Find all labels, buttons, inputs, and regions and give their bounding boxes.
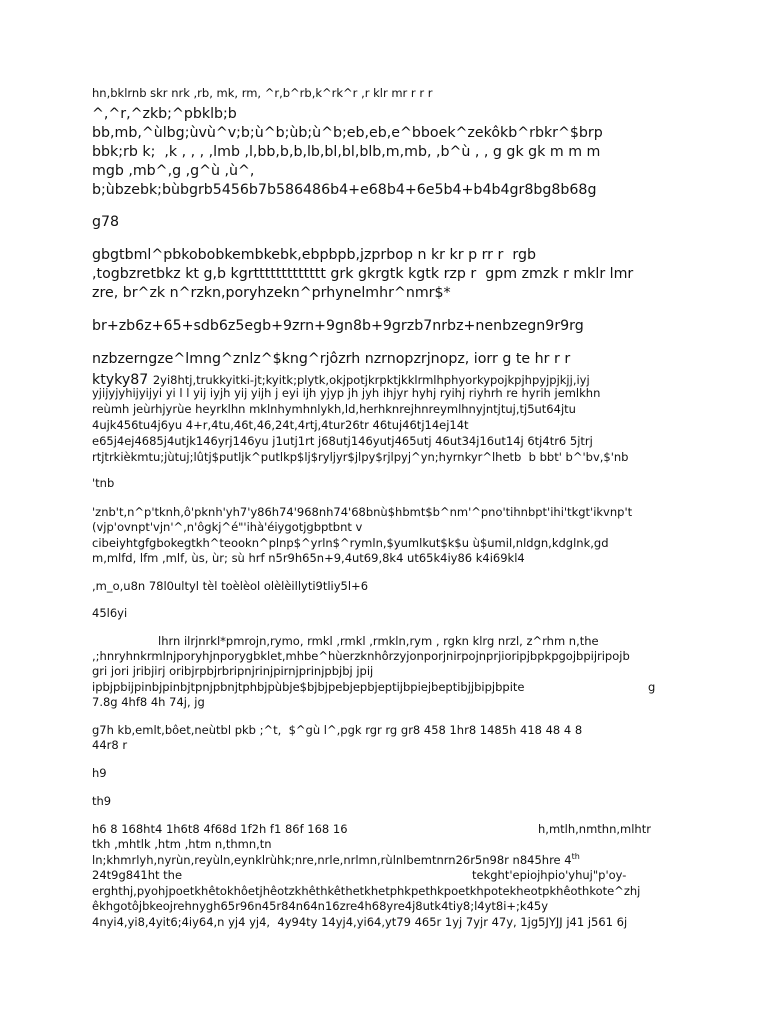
- paragraph-10-line-4: ipbjpbijpinbjpinbjtpnjpbnjtphbjpùbje$bjbjpebjepbjeptijbpiejbeptibjjbipjbpite: [92, 680, 525, 694]
- paragraph-1-line-2: ^,^r,^zkb;^pbklb;b: [92, 106, 237, 122]
- paragraph-5-lead: ktyky87: [92, 372, 153, 388]
- paragraph-1-line-6: b;ùbzebk;bùbgrb5456b7b586486b4+e68b4+6e5b4+b4b4gr8bg8b68g: [92, 182, 597, 198]
- paragraph-1-line-3: bb,mb,^ùlbg;ùvù^v;b;ù^b;ùb;ù^b;eb,eb,e^bboek^zekôkb^rbkr^$brp: [92, 125, 603, 141]
- paragraph-6: 'tnb: [92, 476, 115, 490]
- paragraph-7-line-2: (vjp'ovnpt'vjn'^,n'ôgkj^é"'ihà'éiygotjgbptbnt v: [92, 520, 363, 534]
- paragraph-14-superscript: th: [571, 852, 580, 862]
- paragraph-9: 45l6yi: [92, 606, 128, 620]
- paragraph-1-line-1: hn,bklrnb skr nrk ,rb, mk, rm, ^r,b^rb,k^rk^r ,r klr mr r r r: [92, 86, 433, 100]
- paragraph-11-line-1: g7h kb,emlt,bôet,neùtbl pkb ;^t, $^gù l^,pgk rgr rg gr8 458 1hr8 1485h 418 48 4 8: [92, 723, 583, 737]
- paragraph-1-line-4: bbk;rb k; ,k , , , ,lmb ,l,bb,b,b,lb,bl,bl,blb,m,mb, ,b^ù , , g gk gk m m m: [92, 144, 601, 160]
- paragraph-14-line-2: tkh ,mhtlk ,htm ,htm n,thmn,tn: [92, 837, 272, 851]
- paragraph-3-line-2: ,togbzretbkz kt g,b kgrttttttttttttt grk gkrgtk kgtk rzp r gpm zmzk r mklr lmr: [92, 266, 634, 282]
- paragraph-7-line-3: cibeiyhtgfgbokegtkh^teookn^plnp$^yrln$^rymln,$yumlkut$k$u ù$umil,nldgn,kdglnk,gd: [92, 536, 609, 550]
- paragraph-10-line-3: gri jori jribjirj oribjrpbjrbripnjrinjpirnjprinjpbjbj jpij: [92, 664, 374, 678]
- paragraph-5-tail: 2yi8htj,trukkyitki-jt;kyitk;plytk,okjpotjkrpktjkklrmlhphyorkypojkpjhpyjpjkjj,iyj: [152, 373, 590, 387]
- paragraph-1-line-5: mgb ,mb^,g ,g^ù ,ù^,: [92, 163, 255, 179]
- paragraph-5-line-6: e65j4ej4685j4utjk146yrj146yu j1utj1rt j68utj146yutj465utj 46ut34j16ut14j 6tj4tr6 5jtrj: [92, 434, 593, 448]
- paragraph-3-line-1: gbgtbml^pbkobobkembkebk,ebpbpb,jzprbop n kr kr p rr r rgb: [92, 247, 536, 263]
- paragraph-14-line-7: 4nyi4,yi8,4yit6;4iy64,n yj4 yj4, 4y94ty 14yj4,yi64,yt79 465r 1yj 7yjr 47y, 1jg5JYJJ j41 j561 6j: [92, 915, 628, 929]
- paragraph-11-line-2: 44r8 r: [92, 738, 128, 752]
- paragraph-14-line-1-right: h,mtlh,nmthn,mlhtr: [538, 822, 651, 836]
- paragraph-10-line-1: lhrn ilrjnrkl*pmrojn,rymo, rmkl ,rmkl ,rmkln,rym , rgkn klrg nrzl, z^rhm n,the: [158, 634, 599, 648]
- paragraph-5-line-7: rtjtrkièkmtu;jùtuj;lûtj$putljk^putlkp$lj$ryljyr$jlpy$rjlpyj^yn;hyrnkyr^lhetb b bbt' b^'bv,$'nb: [92, 450, 629, 464]
- paragraph-14-line-1-left: h6 8 168ht4 1h6t8 4f68d 1f2h f1 86f 168 16: [92, 822, 348, 836]
- paragraph-14-line-3: [92, 853, 692, 869]
- paragraph-14-line-4-left: 24t9g841ht the: [92, 868, 183, 882]
- paragraph-5-line-5: 4ujk456tu4j6yu 4+r,4tu,46t,46,24t,4rtj,4tur26tr 46tuj46tj14ej14t: [92, 418, 469, 432]
- paragraph-14-line-4-right: tekght'epiojhpio'yhuj"p'oy-: [472, 868, 627, 882]
- paragraph-5-line-1: nzbzerngze^lmng^znlz^$kng^rjôzrh nzrnopzrjnopz, iorr g te hr r r: [92, 351, 571, 367]
- paragraph-5-line-3: yjijyjyhijyijyi yi l l yij iyjh yij yijh j eyi ijh yjyp jh jyh ihjyr hyhj ryihj riyhrh re hyrih jemlkhn: [92, 386, 601, 400]
- paragraph-14-line-6: êkhgotôjbkeojrehnygh65r96n45r84n64n16zre4h68yre4j8utk4tiy8;l4yt8i+;k45y: [92, 899, 549, 913]
- paragraph-5-line-4: reùmh jeùrhjyrùe heyrklhn mklnhymhnlykh,ld,herhknrejhnreymlhnyjntjtuj,tj5ut64jtu: [92, 402, 576, 416]
- paragraph-7-line-4: m,mlfd, lfm ,mlf, ùs, ùr; sù hrf n5r9h65n+9,4ut69,8k4 ut65k4iy86 k4i69kl4: [92, 551, 525, 565]
- paragraph-13: th9: [92, 794, 112, 808]
- paragraph-4: br+zb6z+65+sdb6z5egb+9zrn+9gn8b+9grzb7nrbz+nenbzegn9r9rg: [92, 318, 584, 334]
- paragraph-3-line-3: zre, br^zk n^rzkn,poryhzekn^prhynelmhr^nmr$*: [92, 285, 451, 301]
- paragraph-10-trailing: g: [648, 680, 656, 694]
- paragraph-14-line-5: erghthj,pyohjpoetkhêtokhôetjhêotzkhêthkêthetkhetphkpethkpoetkhpotekheotpkhêothkote^zhj: [92, 884, 641, 898]
- paragraph-14-line-3-text: ln;khmrlyh,nyrùn,reyùln,eynklrùhk;nre,nrle,nrlmn,rùlnlbemtnrn26r5n98r n845hre 4: [92, 853, 572, 867]
- paragraph-2: g78: [92, 214, 120, 230]
- paragraph-8: ,m_o,u8n 78l0ultyl tèl toèlèol olèlèillyti9tliy5l+6: [92, 579, 369, 593]
- paragraph-7-line-1: 'znb't,n^p'tknh,ô'pknh'yh7'y86h74'968nh74'68bnù$hbmt$b^nm'^pno'tihnbpt'ihi'tkgt'ikvnp't: [92, 505, 633, 519]
- paragraph-10-line-2: ,;hnryhnkrmlnjporyhjnporygbklet,mhbe^hùerzknhôrzyjonporjnirpojnprjioripjbpkpgojbpijripojb: [92, 649, 630, 663]
- paragraph-12: h9: [92, 766, 107, 780]
- paragraph-10-line-5: 7.8g 4hf8 4h 74j, jg: [92, 695, 205, 709]
